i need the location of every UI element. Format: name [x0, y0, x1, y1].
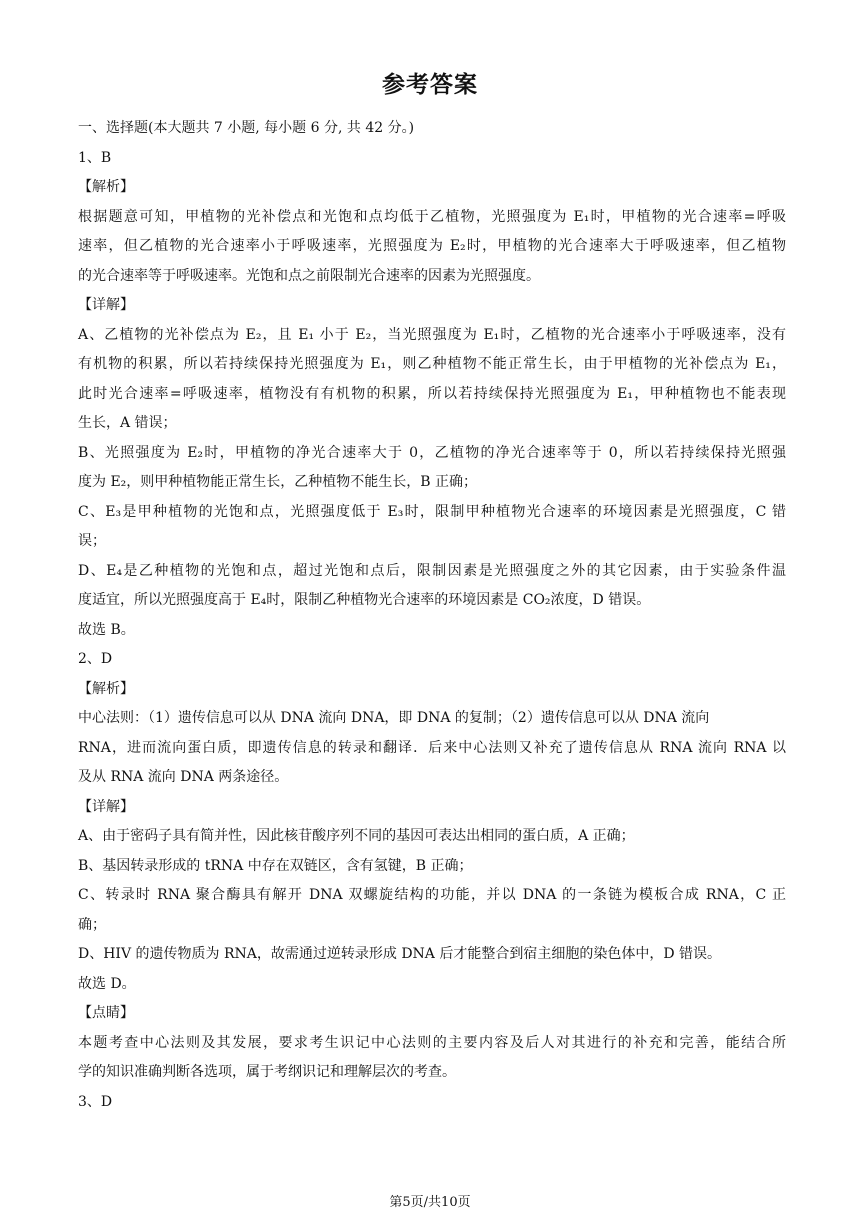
text-line: 【点睛】	[78, 1005, 134, 1021]
text-line: 此时光合速率=呼吸速率，植物没有有机物的积累，所以若持续保持光照强度为 E₁，甲种植物也不能表现	[78, 385, 786, 402]
text-line: A、由于密码子具有简并性，因此核苷酸序列不同的基因可表达出相同的蛋白质，A 正确；	[78, 828, 635, 844]
text-line: 及从 RNA 流向 DNA 两条途径。	[78, 769, 289, 785]
text-line: 误；	[78, 533, 106, 549]
text-line: 3、D	[78, 1093, 113, 1110]
text-line: 速率，但乙植物的光合速率小于呼吸速率，光照强度为 E₂时，甲植物的光合速率大于呼吸速率，但乙植物	[78, 238, 786, 254]
text-line: 学的知识准确判断各选项，属于考纲识记和理解层次的考查。	[78, 1064, 456, 1080]
answer-body	[78, 114, 786, 1117]
text-line: 度适宜，所以光照强度高于 E₄时，限制乙种植物光合速率的环境因素是 CO₂浓度，D 错误。	[78, 592, 651, 608]
text-line: 1、B	[78, 149, 112, 166]
text-line: 【解析】	[78, 179, 134, 195]
text-line: 生长，A 错误；	[78, 415, 177, 431]
text-line: 【详解】	[78, 798, 134, 815]
text-line: B、基因转录形成的 tRNA 中存在双链区，含有氢键，B 正确；	[78, 857, 473, 874]
text-line: 一、选择题(本大题共 7 小题, 每小题 6 分, 共 42 分。)	[78, 120, 415, 136]
text-line: 【详解】	[78, 297, 134, 313]
page-title: 参考答案	[382, 72, 478, 98]
text-line: 故选 B。	[78, 621, 135, 638]
text-line: 故选 D。	[78, 975, 136, 992]
page-number: 第5页/共10页	[389, 1195, 471, 1210]
text-line: 中心法则：（1）遗传信息可以从 DNA 流向 DNA，即 DNA 的复制；（2）遗传信息可以从 DNA 流向	[78, 710, 710, 726]
text-line: 度为 E₂，则甲种植物能正常生长，乙种植物不能生长，B 正确；	[78, 474, 478, 490]
text-line: D、HIV 的遗传物质为 RNA，故需通过逆转录形成 DNA 后才能整合到宿主细胞的染色体中，D 错误。	[78, 946, 722, 962]
text-line: 本题考查中心法则及其发展，要求考生识记中心法则的主要内容及后人对其进行的补充和完善，能结合所	[78, 1034, 786, 1051]
text-line: 根据题意可知，甲植物的光补偿点和光饱和点均低于乙植物，光照强度为 E₁时，甲植物的光合速率=呼吸	[78, 208, 786, 225]
text-line: 【解析】	[78, 680, 134, 697]
text-line: C、转录时 RNA 聚合酶具有解开 DNA 双螺旋结构的功能，并以 DNA 的一条链为模板合成 RNA，C 正	[78, 887, 786, 903]
text-line: 确；	[78, 916, 106, 933]
text-line: 有机物的积累，所以若持续保持光照强度为 E₁，则乙种植物不能正常生长，由于甲植物的光补偿点为 E₁，	[78, 356, 786, 372]
text-line: A、乙植物的光补偿点为 E₂，且 E₁ 小于 E₂，当光照强度为 E₁时，乙植物的光合速率小于呼吸速率，没有	[78, 326, 786, 343]
text-line: D、E₄是乙种植物的光饱和点，超过光饱和点后，限制因素是光照强度之外的其它因素，由于实验条件温	[78, 562, 786, 579]
text-line: 2、D	[78, 651, 113, 667]
text-line: C、E₃是甲种植物的光饱和点，光照强度低于 E₃时，限制甲种植物光合速率的环境因素是光照强度，C 错	[78, 503, 786, 520]
text-line: 的光合速率等于呼吸速率。光饱和点之前限制光合速率的因素为光照强度。	[78, 267, 540, 284]
text-line: B、光照强度为 E₂时，甲植物的净光合速率大于 0，乙植物的净光合速率等于 0，所以若持续保持光照强	[78, 444, 786, 461]
text-line: RNA，进而流向蛋白质，即遗传信息的转录和翻译．后来中心法则又补充了遗传信息从 RNA 流向 RNA 以	[78, 739, 786, 756]
